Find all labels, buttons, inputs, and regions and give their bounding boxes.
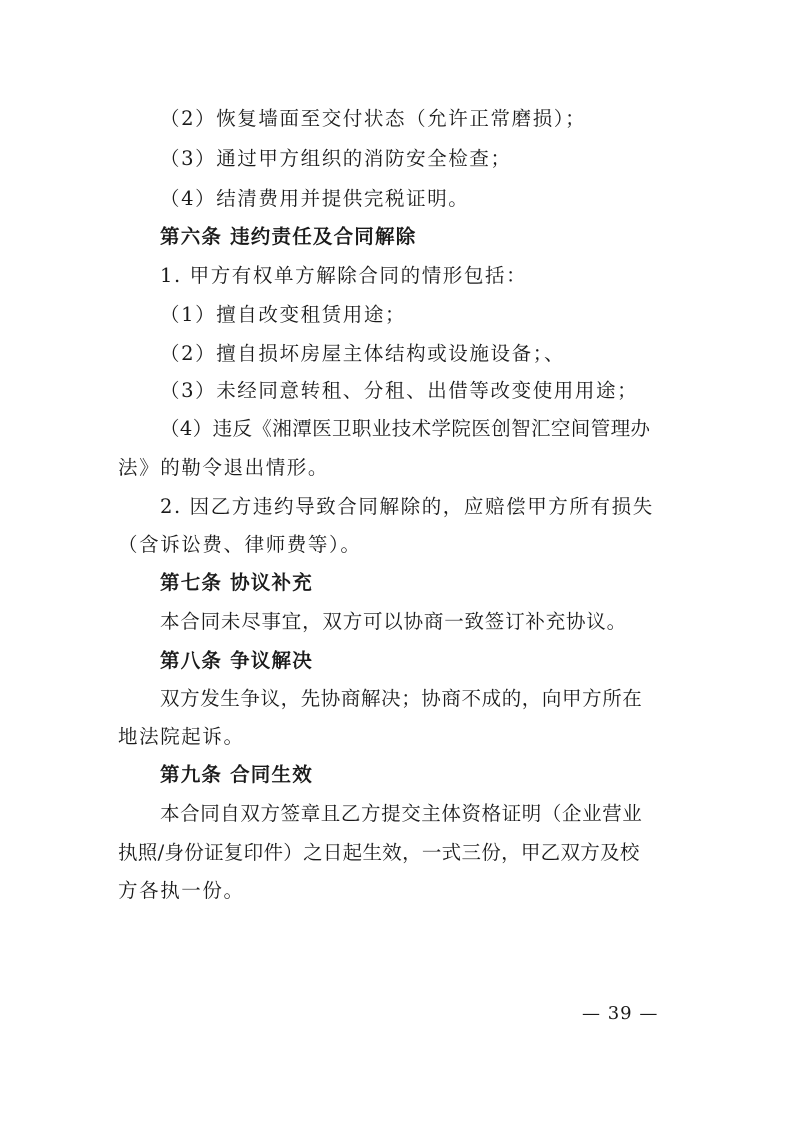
paragraph-line: 法》的勒令退出情形。 [118,456,330,479]
section-heading: 第七条 协议补充 [160,571,313,594]
paragraph-line: 2. 因乙方违约导致合同解除的，应赔偿甲方所有损失 [160,495,654,518]
paragraph-line: （1）擅自改变租赁用途； [160,303,407,326]
paragraph-line: （4）结清费用并提供完税证明。 [160,187,470,210]
section-heading: 第六条 违约责任及合同解除 [160,225,417,248]
paragraph-line: 双方发生争议，先协商解决；协商不成的，向甲方所在 [160,687,643,710]
paragraph-line: 执照/身份证复印件）之日起生效，一式三份，甲乙双方及校 [118,841,640,864]
section-heading: 第九条 合同生效 [160,763,313,786]
paragraph-line: （2）恢复墙面至交付状态（允许正常磨损）； [160,107,587,130]
paragraph-line: 地法院起诉。 [118,725,245,748]
paragraph-line: 本合同自双方签章且乙方提交主体资格证明（企业营业 [160,802,643,825]
paragraph-line: （2）擅自损坏房屋主体结构或设施设备；、 [160,342,566,365]
paragraph-line: 方各执一份。 [118,879,245,902]
paragraph-line: （4）违反《湘潭医卫职业技术学院医创智汇空间管理办 [160,417,651,440]
paragraph-line: 1. 甲方有权单方解除合同的情形包括： [160,264,528,287]
paragraph-line: （含诉讼费、律师费等）。 [118,533,362,556]
paragraph-line: 本合同未尽事宜，双方可以协商一致签订补充协议。 [160,610,627,633]
section-heading: 第八条 争议解决 [160,649,313,672]
page-number: — 39 — [582,1003,659,1024]
paragraph-line: （3）通过甲方组织的消防安全检查； [160,147,512,170]
paragraph-line: （3）未经同意转租、分租、出借等改变使用用途； [160,379,639,402]
